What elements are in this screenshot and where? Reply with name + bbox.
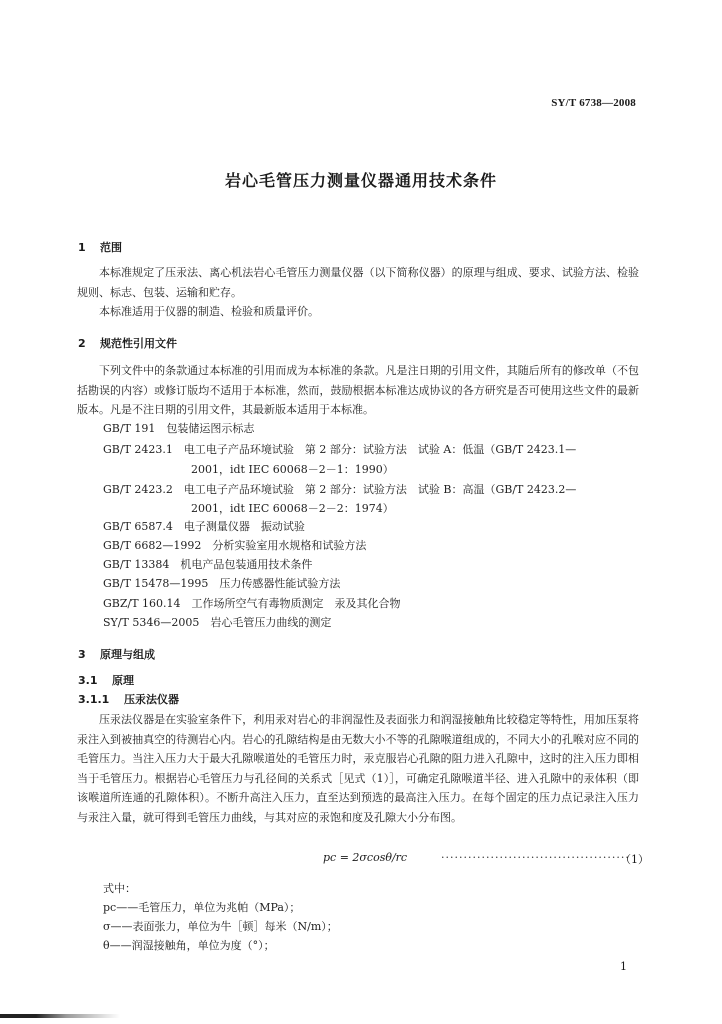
formula-leader-dots: ·········································· (441, 851, 630, 864)
document-title: 岩心毛管压力测量仪器通用技术条件 (224, 171, 497, 190)
standard-code: SY/T 6738—2008 (551, 97, 636, 109)
reference-item: GB/T 6682—1992 分析实验室用水规格和试验方法 (103, 539, 367, 552)
section-number: 2 (78, 337, 86, 350)
normative-references-paragraph: 下列文件中的条款通过本标准的引用而成为本标准的条款。凡是注日期的引用文件，其随后所有的修改单（不包括勘误的内容）或修订版均不适用于本标准，然而，鼓励根据本标准达成协议的各方研究是否可使用这些文件的最新版本。凡是不注日期的引用文件，其最新版本适用于本标准。 (77, 364, 639, 416)
reference-item: GB/T 2423.1 电工电子产品环境试验 第 2 部分：试验方法 试验 A：低温（GB/T 2423.1— (103, 443, 577, 456)
reference-item-continuation: 2001，idt IEC 60068－2－1：1990） (191, 463, 394, 476)
reference-item-continuation: 2001，idt IEC 60068－2－2：1974） (191, 502, 394, 515)
reference-item: GB/T 191 包装储运图示标志 (103, 422, 255, 435)
reference-item: GBZ/T 160.14 工作场所空气有毒物质测定 汞及其化合物 (103, 597, 401, 610)
reference-item: SY/T 5346—2005 岩心毛管压力曲线的测定 (103, 616, 332, 629)
reference-item: GB/T 15478—1995 压力传感器性能试验方法 (103, 577, 341, 590)
page-number: 1 (620, 960, 627, 973)
scope-paragraph-2: 本标准适用于仪器的制造、检验和质量评价。 (99, 305, 319, 318)
subsection-3-1-heading (78, 672, 134, 688)
section-title: 原理与组成 (100, 648, 155, 661)
section-title: 规范性引用文件 (100, 337, 177, 350)
subsection-title: 压汞法仪器 (124, 693, 179, 706)
scan-artifact (0, 1014, 120, 1018)
subsection-number: 3.1 (78, 674, 98, 687)
section-1-heading (78, 239, 122, 255)
section-title: 范围 (100, 241, 122, 254)
reference-item: GB/T 2423.2 电工电子产品环境试验 第 2 部分：试验方法 试验 B：高温（GB/T 2423.2— (103, 483, 577, 496)
subsection-title: 原理 (112, 674, 134, 687)
reference-item: GB/T 6587.4 电子测量仪器 振动试验 (103, 520, 305, 533)
formula-expression: pc = 2σcosθ/rc (323, 851, 408, 864)
scope-paragraph-1: 本标准规定了压汞法、离心机法岩心毛管压力测量仪器（以下简称仪器）的原理与组成、要求、试验方法、检验规则、标志、包装、运输和贮存。 (77, 266, 639, 299)
reference-item: GB/T 13384 机电产品包装通用技术条件 (103, 558, 313, 571)
where-item: σ——表面张力，单位为牛［顿］每米（N/m）； (103, 920, 338, 933)
section-2-heading (78, 335, 177, 351)
where-label: 式中： (103, 882, 136, 895)
where-item: θ——润湿接触角，单位为度（°）； (103, 939, 275, 952)
where-item: pc——毛管压力，单位为兆帕（MPa）； (103, 901, 301, 914)
section-number: 3 (78, 648, 86, 661)
mercury-injection-paragraph: 压汞法仪器是在实验室条件下，利用汞对岩心的非润湿性及表面张力和润湿接触角比较稳定等特性，用加压泵将汞注入到被抽真空的待测岩心内。岩心的孔隙结构是由无数大小不等的孔隙喉道组成的，不同大小的孔喉对应不同的毛管压力。当注入压力大于最大孔隙喉道处的毛管压力时，汞克服岩心孔隙的阻力进入孔隙中，这时的注入压力即相当于毛管压力。根据岩心毛管压力与孔径间的关系式［见式（1）］，可确定孔隙喉道半径、进入孔隙中的汞体积（即该喉道所连通的孔隙体积）。不断升高注入压力，直至达到预选的最高注入压力。在每个固定的压力点记录注入压力与汞注入量，就可得到毛管压力曲线，与其对应的汞饱和度及孔隙大小分布图。 (77, 713, 639, 824)
section-number: 1 (78, 241, 86, 254)
formula-number: （1） (620, 853, 649, 866)
subsection-number: 3.1.1 (78, 693, 110, 706)
section-3-heading (78, 646, 155, 662)
subsection-3-1-1-heading (78, 691, 179, 707)
